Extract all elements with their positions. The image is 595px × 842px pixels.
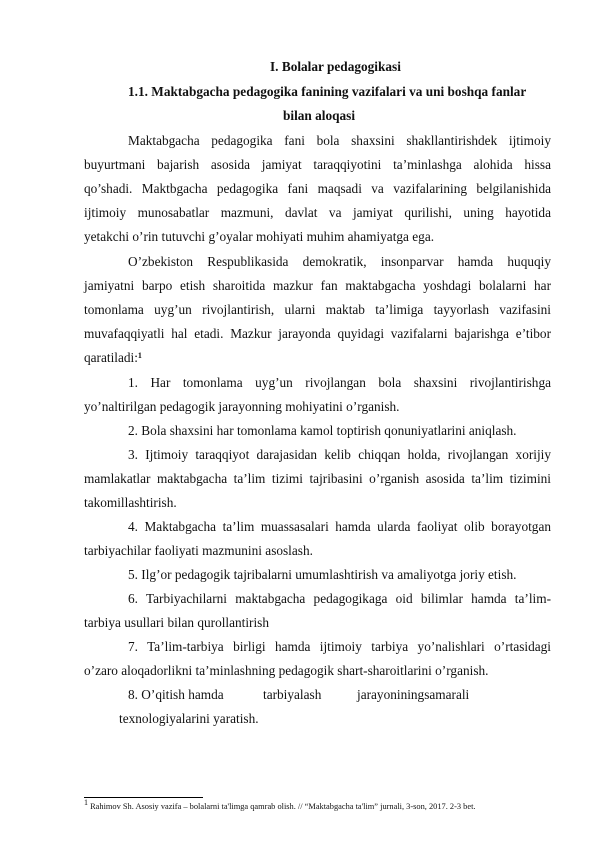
footnote-marker: 1 xyxy=(137,351,142,360)
section-heading-line1: 1.1. Maktabgacha pedagogika fanining vazifalari va uni boshqa fanlar xyxy=(128,84,527,99)
list-item-8-part: 8. O’qitish hamda xyxy=(128,687,224,702)
paragraph-1-line: yetakchi o’rin tutuvchi g’oyalar mohiyati muhim ahamiyatga ega. xyxy=(84,229,435,244)
list-item-7-line: o’zaro aloqadorlikni ta’minlashning pedagogik shart-sharoitlarini o’rganish. xyxy=(84,663,489,678)
list-item-8-line2: texnologiyalarini yaratish. xyxy=(119,711,259,726)
paragraph-1-line: ijtimoiy munosabatlar mazmuni, davlat va jamiyat qurilishi, uning hayotida xyxy=(84,205,551,220)
list-item-4-line: 4. Maktabgacha ta’lim muassasalari hamda ularda faoliyat olib borayotgan xyxy=(128,519,551,534)
footnote xyxy=(84,798,476,812)
paragraph-1-line: buyurtmani bajarish asosida jamiyat taraqqiyotini ta’minlashga alohida hissa xyxy=(84,157,551,172)
chapter-heading: I. Bolalar pedagogikasi xyxy=(270,59,401,74)
paragraph-2-line: jamiyatni barpo etish sharoitida mazkur fan maktabgacha yoshdagi bolalarni har xyxy=(84,278,551,293)
list-item-8-part: tarbiyalash xyxy=(263,687,322,702)
list-item-2: 2. Bola shaxsini har tomonlama kamol toptirish qonuniyatlarini aniqlash. xyxy=(128,423,517,438)
list-item-6-line: tarbiya usullari bilan qurollantirish xyxy=(84,615,270,630)
list-item-1-line: yo’naltirilgan pedagogik jarayonning mohiyatini o’rganish. xyxy=(84,399,400,414)
paragraph-1-line: qo’shadi. Maktbgacha pedagogika fani maqsadi va vazifalarining belgilanishida xyxy=(84,181,551,196)
list-item-1-line: 1. Har tomonlama uyg’un rivojlangan bola shaxsini rivojlantirishga xyxy=(128,375,551,390)
paragraph-2-line: muvafaqqiyatli hal etadi. Mazkur jarayonda quyidagi vazifalarni bajarishga e’tibor xyxy=(84,326,551,341)
footnote-separator xyxy=(84,797,203,798)
paragraph-2-line-last xyxy=(84,349,142,366)
list-item-5: 5. Ilg’or pedagogik tajribalarni umumlashtirish va amaliyotga joriy etish. xyxy=(128,567,517,582)
list-item-3-line: takomillashtirish. xyxy=(84,495,177,510)
list-item-7-line: 7. Ta’lim-tarbiya birligi hamda ijtimoiy tarbiya yo’nalishlari o’rtasidagi xyxy=(128,639,551,654)
list-item-3-line: 3. Ijtimoiy taraqqiyot darajasidan kelib chiqqan holda, rivojlangan xorijiy xyxy=(128,447,551,462)
paragraph-2-line: O’zbekiston Respublikasida demokratik, insonparvar hamda huquqiy xyxy=(128,254,551,269)
list-item-4-line: tarbiyachilar faoliyati mazmunini asoslash. xyxy=(84,543,313,558)
footnote-number: 1 xyxy=(84,798,88,807)
list-item-6-line: 6. Tarbiyachilarni maktabgacha pedagogikaga oid bilimlar hamda ta’lim- xyxy=(128,591,551,606)
footnote-text: Rahimov Sh. Asosiy vazifa – bolalarni ta'limga qamrab olish. // “Maktabgacha ta'lim” jurnali, 3-son, 2017. 2-3 bet. xyxy=(90,802,476,811)
paragraph-1-line: Maktabgacha pedagogika fani bola shaxsini shakllantirishdek ijtimoiy xyxy=(128,133,551,148)
paragraph-2-text: qaratiladi: xyxy=(84,350,138,365)
section-heading-line2: bilan aloqasi xyxy=(283,108,356,123)
list-item-8-part: jarayoniningsamarali xyxy=(357,687,470,702)
paragraph-2-line: tomonlama uyg’un rivojlantirish, ularni maktab ta’limiga tayyorlash vazifasini xyxy=(84,302,551,317)
list-item-3-line: mamlakatlar maktabgacha ta’lim tizimi tajribasini o’rganish asosida ta’lim tizimini xyxy=(84,471,551,486)
